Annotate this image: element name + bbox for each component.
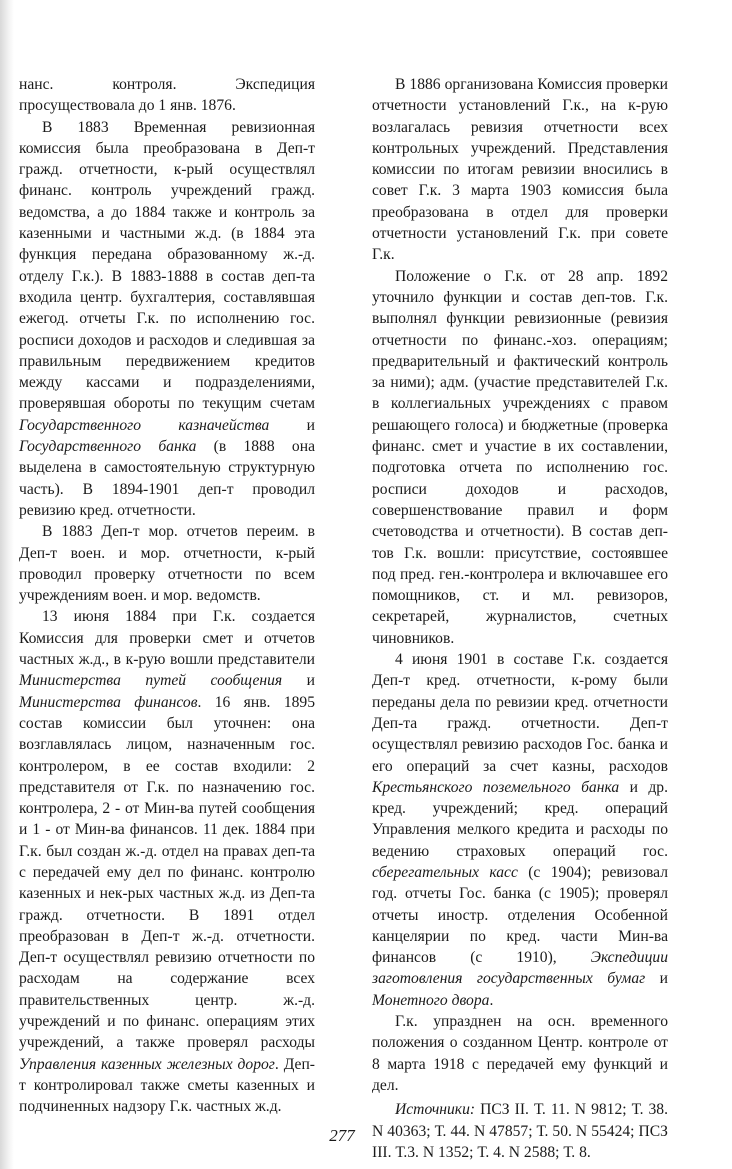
italic-reference: Государственного казначейства <box>19 416 270 434</box>
paragraph <box>19 521 315 606</box>
text-run: . <box>489 991 494 1009</box>
text-run: и <box>645 970 668 988</box>
text-run: ПСЗ II. Т. 11. N 9812; Т. 38. N 40363; Т. 44. N 47857; Т. 50. N 55424; ПСЗ III. Т.3. N 1352; Т. 4. N 2588; Т. 8. <box>372 1101 668 1161</box>
right-column <box>372 74 668 1163</box>
paragraph <box>19 117 315 522</box>
left-column <box>19 74 315 1118</box>
italic-reference: Министерства путей сообщения <box>19 672 283 690</box>
italic-reference: Государственного банка <box>19 438 197 456</box>
text-run: В 1883 Деп-т мор. отчетов переим. в Деп-т воен. и мор. отчетности, к-рый проводил проверку отчетности по всем учреждениям воен. и мор. ведомств. <box>19 523 315 605</box>
italic-reference: сберегательных касс <box>372 863 518 881</box>
page-number: 277 <box>329 1126 355 1145</box>
text-run: В 1883 Временная ревизионная комиссия была преобразована в Деп-т гражд. отчетности, к-рый осуществлял финанс. контроль учреждений гражд. ведомства, а до 1884 также и контроль за казенными и частными ж.д. (в 1884 эта функция передана образованному ж.-д. отделу Г.к.). В 1883-1888 в состав деп-та входила центр. бухгалтерия, составлявшая ежегод. отчеты Г.к. по исполнению гос. росписи доходов и расходов и следившая за правильным передвижением кредитов между кассами и подразделениями, проверявшая обороты по текущим счетам <box>19 118 315 413</box>
italic-reference: Управления казенных железных дорог <box>19 1055 275 1073</box>
text-run: 4 июня 1901 в составе Г.к. создается Деп-т кред. отчетности, к-рому были переданы дела по ревизии кред. отчетности Деп-та гражд. отчетности. Деп-т осуществлял ревизию расходов Гос. банка и его операций за счет казны, расходов <box>372 651 668 775</box>
paragraph <box>19 74 315 117</box>
text-run: и <box>282 672 316 690</box>
text-run: нанс. контроля. Экспедиция просуществовала до 1 янв. 1876. <box>19 76 315 115</box>
paragraph <box>19 606 315 1117</box>
text-run: (с 1904); ревизовал год. отчеты Гос. банка (с 1905); проверял отчеты иностр. отделения Особенной канцелярии по кред. части Мин-ва финансов (с 1910), <box>372 863 668 967</box>
paragraph <box>372 649 668 1011</box>
italic-reference: Экспедиции заготовления государственных бумаг <box>372 949 668 988</box>
italic-reference: Министерства финансов <box>19 693 198 711</box>
paragraph <box>372 74 668 266</box>
text-run: 13 июня 1884 при Г.к. создается Комиссия для проверки смет и отчетов частных ж.д., в к-рую вошли представители <box>19 608 315 669</box>
text-run: . 16 янв. 1895 состав комиссии был уточнен: она возглавлялась лицом, назначенным гос. контролером, в ее состав входили: 2 представителя от Г.к. по назначению гос. контролера, 2 - от Мин-ва путей сообщения и 1 - от Мин-ва финансов. 11 дек. 1884 при Г.к. был создан ж.-д. отдел на правах деп-та с передачей ему дел по финанс. контролю казенных и нек-рых частных ж.д. из Деп-та гражд. отчетности. В 1891 отдел преобразован в Деп-т ж.-д. отчетности. Деп-т осуществлял ревизию отчетности по расходам на содержание всех правительственных центр. ж.-д. учреждений и по финанс. операциям этих учреждений, а также проверял расходы <box>19 693 316 1052</box>
italic-reference: Источники: <box>395 1101 476 1119</box>
italic-reference: Крестьянского поземельного банка <box>372 778 620 796</box>
paragraph <box>372 266 668 649</box>
text-run: В 1886 организована Комиссия проверки отчетности установлений Г.к., на к-рую возлагалась ревизия отчетности всех контрольных учреждений. Представления комиссии по итогам ревизии вносились в совет Г.к. 3 марта 1903 комиссия была преобразована в отдел для проверки отчетности установлений Г.к. при совете Г.к. <box>372 76 668 264</box>
text-run: . Деп-т контролировал также сметы казенных и подчиненных надзору Г.к. частных ж.д. <box>19 1055 315 1116</box>
italic-reference: Монетного двора <box>372 991 490 1009</box>
paragraph <box>372 1011 668 1096</box>
text-run: (в 1888 она выделена в самостоятельную структурную часть). В 1894-1901 деп-т проводил ревизию кред. отчетности. <box>19 438 315 519</box>
text-run: и <box>269 416 315 434</box>
text-run: и др. кред. учреждений; кред. операций Управления мелкого кредита и расходы по ведению страховых операций гос. <box>372 778 668 860</box>
text-run: Положение о Г.к. от 28 апр. 1892 уточнило функции и состав деп-тов. Г.к. выполнял функции ревизионные (ревизия отчетности по финанс.-хоз. операциям; предварительный и фактический контроль за ними); адм. (участие представителей Г.к. в коллегиальных учреждениях с правом решающего голоса) и бюджетные (проверка финанс. смет и участие в их составлении, подготовка отчета по исполнению гос. росписи доходов и расходов, совершенствование правил и форм счетоводства и отчетности). В состав деп-тов Г.к. вошли: присутствие, состоявшее под пред. ген.-контролера и включавшее его помощников, ст. и мл. ревизоров, секретарей, журналистов, счетных чиновников. <box>372 267 668 647</box>
text-run: Г.к. упразднен на осн. временного положения о созданном Центр. контроле от 8 марта 1918 с передачей ему функций и дел. <box>372 1013 668 1094</box>
